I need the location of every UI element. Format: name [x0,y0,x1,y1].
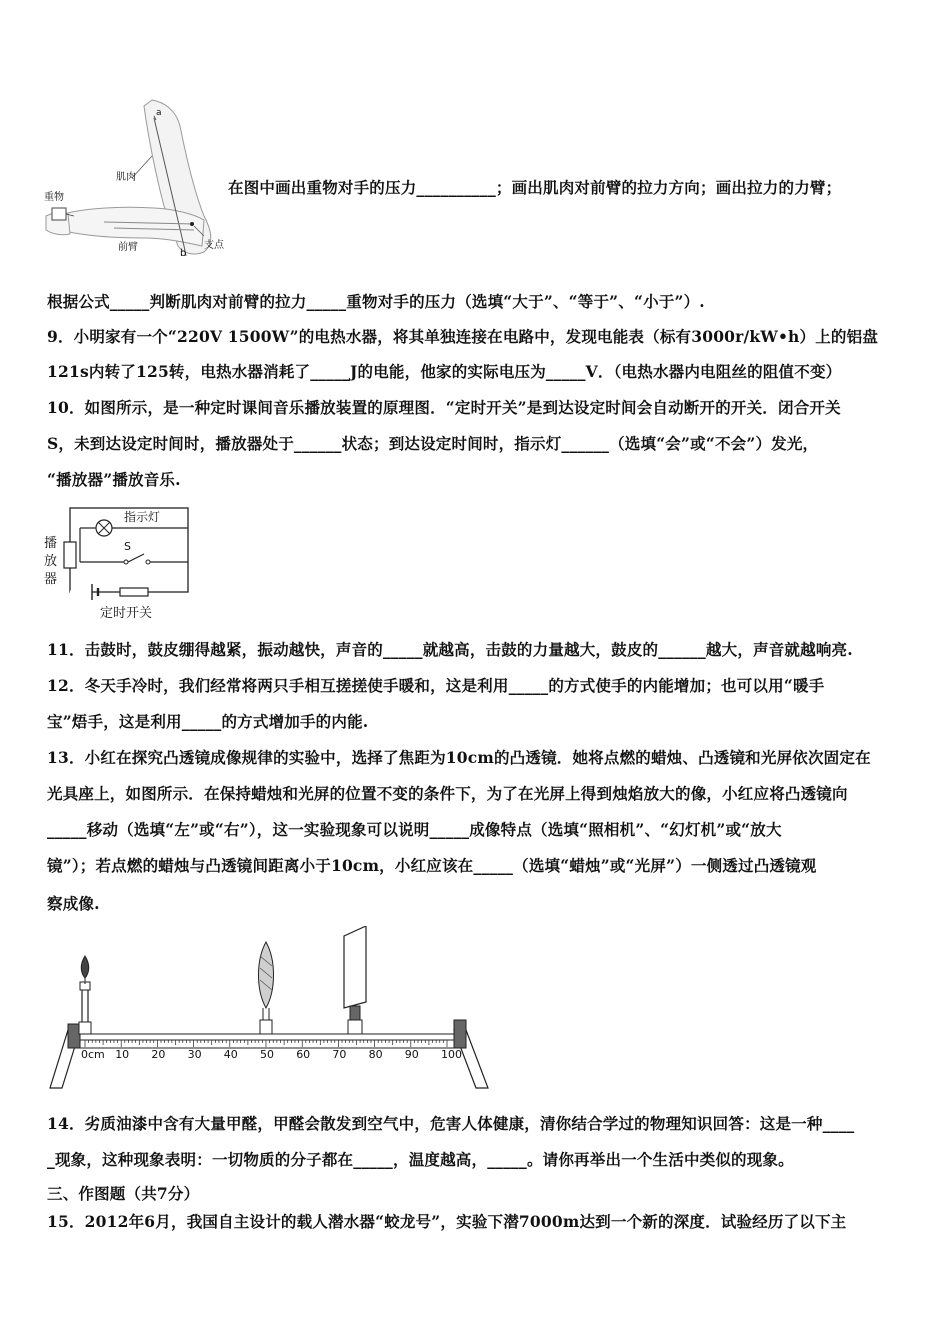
point-b-label: b [180,248,187,259]
q9-line2: 121s内转了125转，电热水器消耗了_____J的电能，他家的实际电压为_____V．（电热水器内电阻丝的阻值不变） [47,362,842,381]
optical-bench-figure [44,926,494,1092]
q10-line2: S，未到达设定时间时，播放器处于______状态；到达设定时间时，指示灯______（选填“会”或“不会”）发光， [47,434,819,453]
q10-line3: “播放器”播放音乐. [47,470,181,489]
q12-line2: 宝”焐手，这是利用_____的方式增加手的内能. [47,712,369,731]
bench-tick-label: 80 [368,1048,383,1061]
bench-tick-label: 20 [151,1048,166,1061]
bench-tick-label: 0cm [81,1048,105,1061]
q8-line1: 在图中画出重物对手的压力__________；画出肌肉对前臂的拉力方向；画出拉力的力臂； [228,178,842,197]
q8-line2: 根据公式_____判断肌肉对前臂的拉力_____重物对手的压力（选填“大于”、“等于”、“小于”）. [47,292,705,311]
q10-line1: 10．如图所示，是一种定时课间音乐播放装置的原理图．“定时开关”是到达设定时间会自动断开的开关．闭合开关 [47,398,841,417]
circuit-figure [44,502,194,620]
forearm-label: 前臂 [118,242,138,253]
q13-line2: 光具座上，如图所示．在保持蜡烛和光屏的位置不变的条件下，为了在光屏上得到烛焰放大的像，小红应将凸透镜向 [47,784,848,803]
arm-figure [44,96,234,262]
player-label-2: 放 [44,554,58,569]
q12-line1: 12．冬天手冷时，我们经常将两只手相互搓搓使手暖和，这是利用_____的方式使手的内能增加；也可以用“暖手 [47,676,825,695]
fulcrum-label: 支点 [204,240,224,251]
q14-line1: 14．劣质油漆中含有大量甲醛，甲醛会散发到空气中，危害人体健康，清你结合学过的物理知识回答：这是一种____ [47,1114,855,1133]
bench-tick-label: 50 [260,1048,274,1061]
q13-line1: 13．小红在探究凸透镜成像规律的实验中，选择了焦距为10cm的凸透镜．她将点燃的蜡烛、凸透镜和光屏依次固定在 [47,748,871,767]
weight-label: 重物 [44,192,64,203]
q9-line1: 9．小明家有一个“220V 1500W”的电热水器，将其单独连接在电路中，发现电能表（标有3000r/kW•h）上的铝盘 [47,327,879,346]
timer-label: 定时开关 [100,606,153,621]
player-label-1: 播 [44,536,58,551]
point-a-label: a [156,108,162,118]
q15-line1: 15．2012年6月，我国自主设计的载人潜水器“蛟龙号”，实验下潜7000m达到一个新的深度．试验经历了以下主 [47,1212,847,1231]
bench-tick-label: 70 [332,1048,347,1061]
bench-tick-label: 40 [223,1048,238,1061]
q13-line3: _____移动（选填“左”或“右”），这一实验现象可以说明_____成像特点（选填“照相机”、“幻灯机”或“放大 [47,820,782,839]
indicator-label: 指示灯 [124,510,161,524]
q13-line4: 镜”）；若点燃的蜡烛与凸透镜间距离小于10cm，小红应该在_____（选填“蜡烛”或“光屏”）一侧透过凸透镜观 [47,856,817,875]
bench-tick-label: 10 [115,1048,130,1061]
muscle-label: 肌肉 [116,172,136,183]
player-label-3: 器 [44,572,58,587]
q11-line1: 11．击鼓时，鼓皮绷得越紧，振动越快，声音的_____就越高，击鼓的力量越大，鼓皮的______越大，声音就越响亮. [47,640,853,659]
q13-line5: 察成像. [47,894,100,913]
bench-tick-label: 90 [404,1048,419,1061]
switch-label: S [124,540,131,553]
bench-tick-label: 60 [296,1048,311,1061]
section3-title: 三、作图题（共7分） [47,1184,200,1203]
bench-tick-label: 30 [187,1048,202,1061]
q14-line2: _现象，这种现象表明：一切物质的分子都在_____，温度越高，_____。请你再举出一个生活中类似的现象。 [47,1150,794,1169]
bench-tick-label: 100 [441,1048,462,1061]
